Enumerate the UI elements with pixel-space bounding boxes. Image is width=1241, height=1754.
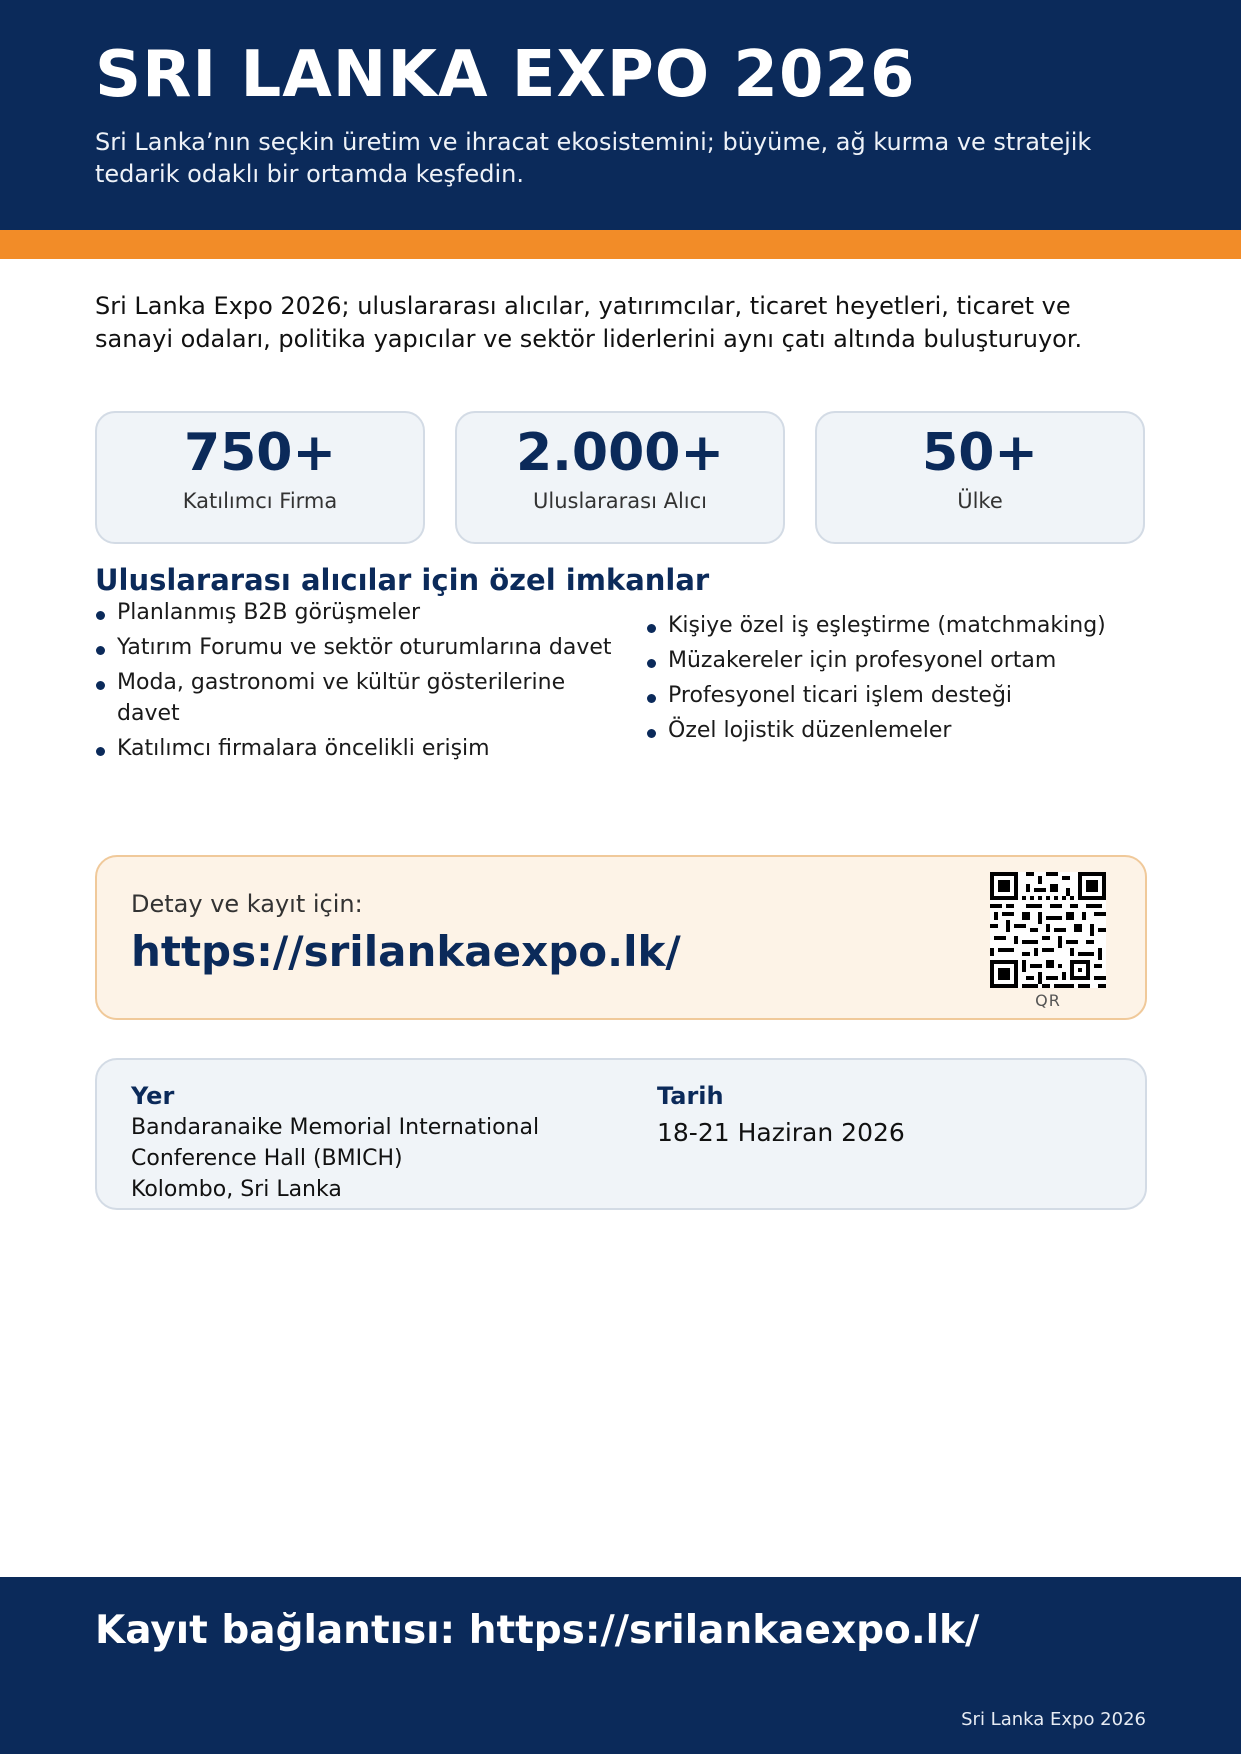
- bullet-icon: [96, 747, 105, 756]
- registration-label: Detay ve kayıt için:: [131, 890, 363, 918]
- event-date: 18-21 Haziran 2026: [657, 1118, 905, 1147]
- list-item: [95, 733, 615, 764]
- list-item: [646, 610, 1166, 641]
- bullet-icon: [647, 659, 656, 668]
- venue-heading: Yer: [131, 1082, 175, 1110]
- list-item-text: Katılımcı firmalara öncelikli erişim: [117, 736, 490, 761]
- venue-line: Conference Hall (BMICH): [131, 1146, 403, 1171]
- stat-card-buyers: [455, 411, 785, 544]
- benefits-heading: Uluslararası alıcılar için özel imkanlar: [95, 563, 710, 597]
- bullet-icon: [96, 611, 105, 620]
- bullet-icon: [96, 681, 105, 690]
- stat-card-countries: [815, 411, 1145, 544]
- stat-label: Katılımcı Firma: [182, 489, 338, 513]
- list-item: [646, 645, 1166, 676]
- list-item-text: Müzakereler için profesyonel ortam: [668, 648, 1057, 673]
- list-item-text: Yatırım Forumu ve sektör oturumlarına davet: [117, 635, 612, 660]
- list-item: [95, 667, 615, 729]
- venue-line: Kolombo, Sri Lanka: [131, 1177, 342, 1202]
- qr-code-icon[interactable]: [990, 872, 1106, 988]
- venue-line: Bandaranaike Memorial International: [131, 1115, 540, 1140]
- list-item: [646, 680, 1166, 711]
- intro-paragraph: Sri Lanka Expo 2026; uluslararası alıcılar, yatırımcılar, ticaret heyetleri, ticaret ve sanayi odaları, politika yapıcılar ve sektör liderlerini aynı çatı altında buluşturuyor.: [95, 292, 1083, 353]
- list-item-text: Moda, gastronomi ve kültür gösterilerine davet: [117, 670, 566, 726]
- list-item-text: Özel lojistik düzenlemeler: [668, 718, 952, 743]
- qr-caption: QR: [1035, 991, 1061, 1010]
- footer-banner: [0, 1577, 1241, 1754]
- stat-value: 50+: [922, 423, 1038, 483]
- stat-card-exhibitors: [95, 411, 425, 544]
- qr-block: [990, 872, 1106, 1010]
- stat-label: Ülke: [957, 489, 1003, 513]
- list-item: [646, 715, 1166, 746]
- footer-registration-link[interactable]: Kayıt bağlantısı: https://srilankaexpo.lk/: [95, 1608, 980, 1653]
- bullet-icon: [96, 646, 105, 655]
- list-item-text: Kişiye özel iş eşleştirme (matchmaking): [668, 613, 1106, 638]
- page-subtitle: Sri Lanka’nın seçkin üretim ve ihracat ekosistemini; büyüme, ağ kurma ve stratejik tedarik odaklı bir ortamda keşfedin.: [95, 128, 1092, 188]
- list-item-text: Planlanmış B2B görüşmeler: [117, 600, 421, 625]
- stat-label: Uluslararası Alıcı: [532, 489, 708, 513]
- registration-box: [95, 855, 1147, 1020]
- date-heading: Tarih: [657, 1082, 724, 1110]
- benefits-list-right: [646, 610, 1166, 750]
- bullet-icon: [647, 624, 656, 633]
- bullet-icon: [647, 729, 656, 738]
- benefits-list-left: [95, 597, 615, 768]
- stat-value: 2.000+: [515, 423, 725, 483]
- accent-divider: [0, 230, 1241, 259]
- venue-address: [131, 1112, 539, 1205]
- footer-note: Sri Lanka Expo 2026: [961, 1709, 1146, 1730]
- list-item: [95, 597, 615, 628]
- registration-link[interactable]: https://srilankaexpo.lk/: [131, 927, 681, 976]
- header-banner: [0, 0, 1241, 230]
- stat-value: 750+: [183, 423, 337, 483]
- page-title: SRI LANKA EXPO 2026: [95, 38, 916, 112]
- event-info-card: [95, 1058, 1147, 1210]
- list-item: [95, 632, 615, 663]
- bullet-icon: [647, 694, 656, 703]
- list-item-text: Profesyonel ticari işlem desteği: [668, 683, 1013, 708]
